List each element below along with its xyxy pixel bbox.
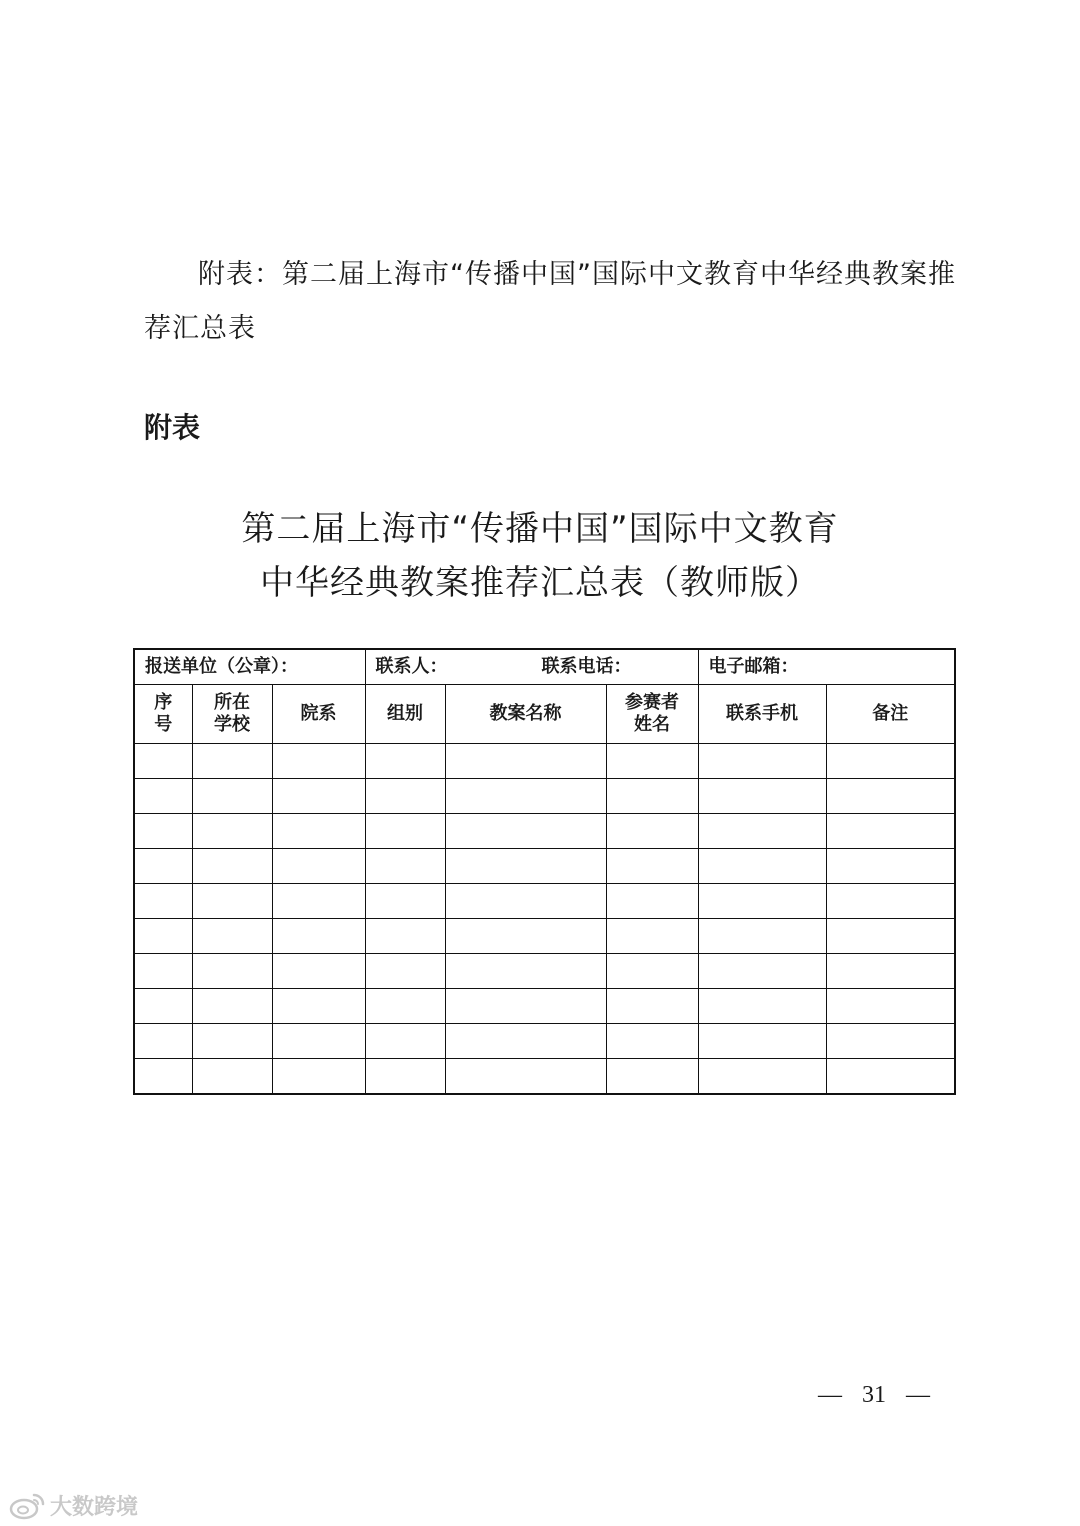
table-info-row <box>134 649 955 685</box>
email-cell: 电子邮箱： <box>698 649 955 685</box>
appendix-label: 附表 <box>144 411 201 444</box>
table-header-row <box>134 685 955 744</box>
table-cell <box>445 814 606 849</box>
table-cell <box>606 1024 698 1059</box>
table-cell <box>365 989 445 1024</box>
table-cell <box>134 1024 192 1059</box>
table-cell <box>606 849 698 884</box>
table-cell <box>192 884 272 919</box>
weibo-icon <box>8 1491 46 1521</box>
table-cell <box>192 989 272 1024</box>
table-cell <box>365 744 445 779</box>
column-header: 教案名称 <box>445 685 606 744</box>
table-cell <box>192 814 272 849</box>
table-cell <box>365 954 445 989</box>
table-cell <box>698 779 826 814</box>
table-cell <box>134 1059 192 1095</box>
table-cell <box>606 989 698 1024</box>
table-cell <box>698 884 826 919</box>
table-cell <box>826 919 955 954</box>
intro-text-line-1: 附表：第二届上海市“传播中国”国际中文教育中华经典教案推 <box>198 259 956 290</box>
table-cell <box>272 1059 365 1095</box>
table-row <box>134 744 955 779</box>
table-cell <box>826 849 955 884</box>
table-cell <box>365 1059 445 1095</box>
table-cell <box>272 779 365 814</box>
table-cell <box>826 779 955 814</box>
table-cell <box>365 919 445 954</box>
table-cell <box>134 814 192 849</box>
contact-person-label: 联系人： <box>375 656 448 677</box>
table-row <box>134 989 955 1024</box>
table-cell <box>606 1059 698 1095</box>
table-cell <box>826 989 955 1024</box>
table-cell <box>365 849 445 884</box>
table-cell <box>606 884 698 919</box>
table-cell <box>606 744 698 779</box>
table-cell <box>826 814 955 849</box>
table-cell <box>134 744 192 779</box>
table-cell <box>134 989 192 1024</box>
table-cell <box>826 1024 955 1059</box>
table-cell <box>134 779 192 814</box>
table-cell <box>192 744 272 779</box>
table-row <box>134 954 955 989</box>
intro-text-line-2: 荐汇总表 <box>144 313 256 344</box>
column-header: 联系手机 <box>698 685 826 744</box>
summary-table <box>133 648 956 1095</box>
page-number: — 31 — <box>818 1382 930 1408</box>
column-header: 所在 学校 <box>192 685 272 744</box>
table-cell <box>272 744 365 779</box>
table-cell <box>365 884 445 919</box>
table-cell <box>272 1024 365 1059</box>
table-cell <box>192 779 272 814</box>
table-row <box>134 919 955 954</box>
table-cell <box>134 884 192 919</box>
table-cell <box>698 989 826 1024</box>
table-cell <box>698 1059 826 1095</box>
table-row <box>134 779 955 814</box>
table-cell <box>192 954 272 989</box>
table-cell <box>698 849 826 884</box>
table-cell <box>445 779 606 814</box>
table-cell <box>445 744 606 779</box>
table-cell <box>698 744 826 779</box>
table-cell <box>445 989 606 1024</box>
table-cell <box>698 919 826 954</box>
table-cell <box>365 814 445 849</box>
submitting-unit-cell: 报送单位（公章）： <box>134 649 365 685</box>
table-cell <box>606 954 698 989</box>
table-cell <box>698 954 826 989</box>
table-cell <box>192 849 272 884</box>
table-cell <box>445 954 606 989</box>
table-cell <box>698 1024 826 1059</box>
table-row <box>134 1024 955 1059</box>
table-cell <box>272 989 365 1024</box>
table-cell <box>192 1059 272 1095</box>
table-cell <box>826 744 955 779</box>
table-cell <box>272 954 365 989</box>
table-cell <box>698 814 826 849</box>
table-cell <box>192 919 272 954</box>
watermark <box>8 1490 138 1521</box>
table-cell <box>445 1024 606 1059</box>
table-cell <box>272 849 365 884</box>
table-cell <box>365 1024 445 1059</box>
table-cell <box>365 779 445 814</box>
column-header: 院系 <box>272 685 365 744</box>
table-cell <box>272 884 365 919</box>
table-row <box>134 1059 955 1095</box>
table-cell <box>606 919 698 954</box>
table-title-line-1: 第二届上海市“传播中国”国际中文教育 <box>241 509 839 549</box>
table-row <box>134 814 955 849</box>
table-title-line-2: 中华经典教案推荐汇总表（教师版） <box>260 563 820 603</box>
column-header: 序 号 <box>134 685 192 744</box>
table-cell <box>134 919 192 954</box>
table-cell <box>606 814 698 849</box>
table-cell <box>826 954 955 989</box>
table-cell <box>272 919 365 954</box>
table-cell <box>826 1059 955 1095</box>
column-header: 参赛者 姓名 <box>606 685 698 744</box>
table-row <box>134 849 955 884</box>
table-row <box>134 884 955 919</box>
table-cell <box>606 779 698 814</box>
table-cell <box>826 884 955 919</box>
contact-cell <box>365 649 698 685</box>
contact-phone-label: 联系电话： <box>541 656 632 677</box>
column-header: 备注 <box>826 685 955 744</box>
table-cell <box>134 954 192 989</box>
watermark-text: 大数跨境 <box>50 1495 139 1520</box>
table-cell <box>134 849 192 884</box>
table-cell <box>445 919 606 954</box>
table-cell <box>272 814 365 849</box>
table-cell <box>445 884 606 919</box>
column-header: 组别 <box>365 685 445 744</box>
table-cell <box>192 1024 272 1059</box>
table-cell <box>445 849 606 884</box>
table-cell <box>445 1059 606 1095</box>
